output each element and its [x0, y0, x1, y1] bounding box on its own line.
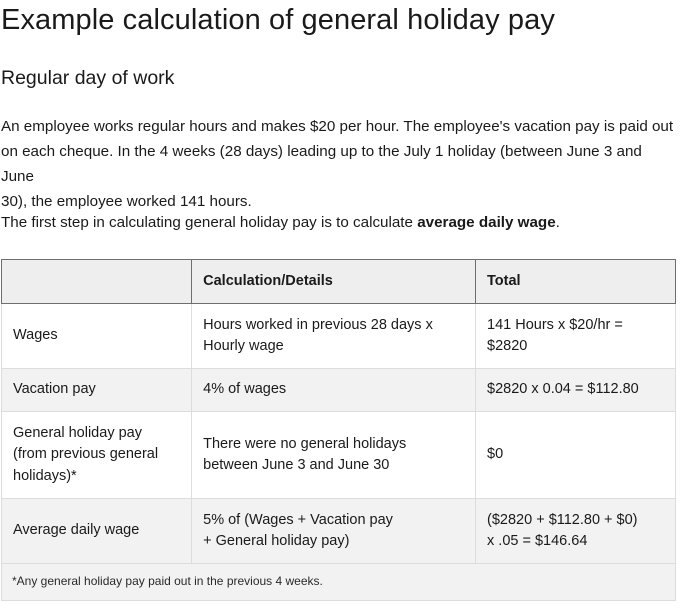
- section-subtitle: Regular day of work: [1, 67, 175, 89]
- row-details-cell: [192, 304, 476, 369]
- step-text: The first step in calculating general holiday pay is to calculate: [1, 214, 418, 231]
- row-total-line: $2820: [487, 338, 528, 354]
- step-period: .: [555, 214, 560, 231]
- row-details-line: 5% of (Wages + Vacation pay: [203, 511, 393, 528]
- row-total-line: x .05 = $146.64: [487, 533, 588, 549]
- row-label: Wages: [13, 327, 58, 344]
- header-cell-empty: [2, 260, 192, 304]
- row-label: holidays)*: [13, 467, 77, 484]
- row-label: General holiday pay: [13, 424, 142, 441]
- row-details-cell: [192, 369, 476, 412]
- row-total-cell: [476, 412, 676, 499]
- step-emphasis: average daily wage: [417, 214, 556, 231]
- intro-line: 30), the employee worked 141 hours.: [1, 193, 252, 210]
- row-details-cell: [192, 499, 476, 564]
- table-row: [2, 369, 676, 412]
- intro-line: An employee works regular hours and makes $20 per hour. The employee's vacation pay is paid out: [1, 118, 674, 135]
- row-total-line: ($2820 + $112.80 + $0): [487, 511, 638, 528]
- row-label-cell: [2, 304, 192, 369]
- row-details-cell: [192, 412, 476, 499]
- table-row: [2, 412, 676, 499]
- row-label: Average daily wage: [13, 522, 140, 539]
- page-title: Example calculation of general holiday pay: [1, 4, 555, 36]
- row-label: (from previous general: [13, 446, 159, 463]
- row-details-line: + General holiday pay): [203, 533, 350, 549]
- header-cell-total: Total: [476, 260, 676, 304]
- table-row: [2, 304, 676, 369]
- table-row: [2, 499, 676, 564]
- row-total-cell: [476, 499, 676, 564]
- header-cell-details: Calculation/Details: [192, 260, 476, 304]
- row-label-cell: [2, 499, 192, 564]
- row-details-line: between June 3 and June 30: [203, 457, 390, 473]
- row-details-line: Hours worked in previous 28 days x: [203, 316, 433, 333]
- row-total-line: $0: [487, 446, 504, 463]
- row-details-line: There were no general holidays: [203, 435, 407, 452]
- intro-paragraph: [1, 114, 677, 214]
- row-label-cell: [2, 369, 192, 412]
- row-total-line: 141 Hours x $20/hr =: [487, 316, 623, 333]
- row-total-cell: [476, 304, 676, 369]
- row-total-line: $2820 x 0.04 = $112.80: [487, 381, 639, 398]
- intro-line: on each cheque. In the 4 weeks (28 days) leading up to the July 1 holiday (between June 3 and June: [1, 143, 642, 185]
- row-label: Vacation pay: [13, 381, 96, 398]
- calculation-table: [1, 259, 676, 601]
- row-total-cell: [476, 369, 676, 412]
- table-footnote: *Any general holiday pay paid out in the previous 4 weeks.: [2, 564, 676, 601]
- row-details-line: Hourly wage: [203, 338, 284, 354]
- table-header-row: [2, 260, 676, 304]
- row-label-cell: [2, 412, 192, 499]
- row-details-line: 4% of wages: [203, 381, 287, 398]
- table-footnote-row: [2, 564, 676, 601]
- step-paragraph: [1, 210, 677, 235]
